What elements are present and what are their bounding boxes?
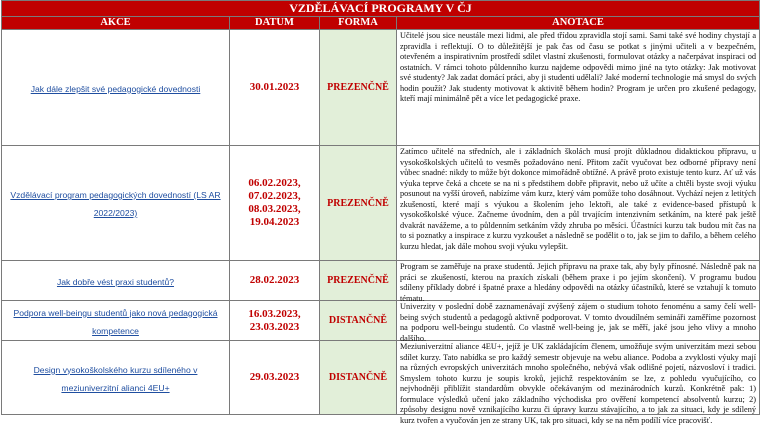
date-text: 23.03.2023 [249,320,300,333]
column-header-forma: FORMA [320,17,397,30]
anotace-text: Univerzity v poslední době zaznamenávají zvýšený zájem o studium tohoto fenoménu a samy čelí well-being svých studentů a pedagogů aktivně podporovat. V tomto dvoudílném semináři zaměříme pozornost na podporu well-beingu studentů. Co vlastně well-being je, jak se měří, jaké jsou jeho vlivy a mnoho dalšího. [400,302,757,343]
forma-cell: PREZENČNĚ [320,146,397,261]
table-row [2,146,760,261]
anotace-text: Program se zaměřuje na praxe studentů. Jejich přípravu na praxe tak, aby byly přínosné. Následně pak na práci se zkušeností, kterou na praxích získali (během praxe i po jejím skončení). V programu budou sdíleny příklady dobré i špatné praxe a hledány odpovědi na otázky účastníků, které se vztahují k tomuto tématu. [400,262,757,303]
datum-cell [230,146,320,261]
table-row [2,261,760,301]
datum-cell [230,30,320,146]
table-title-row [2,1,760,17]
anotace-cell [397,261,760,301]
column-header-datum: DATUM [230,17,320,30]
programs-table [1,0,760,425]
program-link[interactable]: Vzdělávací program pedagogických dovedností (LS AR 2022/2023) [10,190,221,218]
column-header-anotace: ANOTACE [397,17,760,30]
anotace-text: Učitelé jsou sice neustále mezi lidmi, ale před třídou zpravidla stojí sami. Sami také své hodiny chystají a zpravidla i reflektují. O to důležitější je pak čas od času se potkat s jinými učiteli a v bezpečném, otevřeném a inspirativním prostředí sdílet vlastní zkušenosti, formulovat otázky a načerpávat inspiraci od ostatních. V rámci tohoto půldenního kurzu najdeme odpovědi mimo jiné na tyto otázky: Jak motivovat své studenty? Jak zadat domácí práci, aby ji studenti udělali? Jaké moderní technologie má smysl do svých hodin použít? Jak studenty motivovat k aktivitě během hodin? Program je určen pro zkušené pedagogy, kteří mají minimálně pět a více let pedagogické praxe. [400,31,757,103]
date-text: 07.02.2023, [248,190,301,202]
forma-cell: DISTANČNĚ [320,341,397,415]
programs-table-wrapper [1,0,759,425]
anotace-cell [397,30,760,146]
anotace-cell [397,301,760,341]
table-row [2,301,760,341]
datum-cell [230,341,320,415]
akce-cell [2,30,230,146]
datum-cell [230,301,320,341]
date-text: 06.02.2023, [248,177,301,189]
table-title: VZDĚLÁVACÍ PROGRAMY V ČJ [2,1,760,17]
table-row [2,341,760,415]
date-text: 19.04.2023 [249,216,300,228]
date-text: 16.03.2023, [248,307,301,320]
program-link[interactable]: Jak dobře vést praxi studentů? [56,276,175,287]
forma-cell: PREZENČNĚ [320,261,397,301]
anotace-text: Meziuniverzitní aliance 4EU+, jejíž je UK zakládajícím členem, umožňuje svým univerzitám mezi sebou sdílet kurzy. Tato nabídka se pro každý semestr objevuje na webu aliance. Podoba a zvyklosti výuky mají na různých evropských univerzitách mnoho společného, nebývá však odlišné pojetí, názvosloví i tradici. Smyslem tohoto kurzu je soupis kroků, jejichž respektováním se lze, z pohledu vyučujícího, co nejvhodněji přiblížit standardům obvykle očekávaným od mezinárodních kurzů. Konkrétně pak: 1) formulace výsledků učení jako základního východiska pro ověření kompetencí absolventů kurzu; 2) způsoby designu nově vznikajícího kurzu či úpravy kurzu stávajícího, a to jak za situaci, kdy je sdílený kurz tvořen a vyučován jen ze strany UK, tak pro situaci, kdy se na něm podílí více pracovišť. [400,342,757,425]
program-link[interactable]: Design vysokoškolského kurzu sdíleného v meziuniverzitní alianci 4EU+ [33,364,198,393]
program-link[interactable]: Podpora well-beingu studentů jako nová pedagogická kompetence [13,307,218,336]
date-text: 30.01.2023 [249,81,300,93]
datum-cell [230,261,320,301]
table-row [2,30,760,146]
akce-cell [2,146,230,261]
anotace-cell [397,341,760,425]
forma-cell: PREZENČNĚ [320,30,397,146]
header-row [2,17,760,30]
anotace-cell [397,146,760,261]
akce-cell [2,261,230,301]
date-text: 28.02.2023 [249,274,300,286]
program-link[interactable]: Jak dále zlepšit své pedagogické dovednosti [30,83,201,94]
anotace-text: Zatímco učitelé na středních, ale i základních školách musí projít důkladnou didaktickou přípravu, u vysokoškolských učitelů to vesměs požadováno není. Přitom začít vyučovat bez odborné přípravy není vůbec snadné: nikdy to může být dokonce mimořádně obtížné. A právě proto existuje tento kurz. Ať už vás výuka teprve čeká a chcete se na ni s předstihem dobře připravit, nebo už učíte a chtěli byste svoji výuku posunout na vyšší úroveň, nabízíme vám kurz, který vám pomůže toho dosáhnout. Vychází nejen z letitých zkušeností, které mají s výukou a školením jeho lektoři, ale také z evidence-based přístupů k vysokoškolské výuce. Začneme úvodním, den a půl trvajícím intenzivním setkáním, na které pak ještě dvakrát navážeme, a to půldenním setkáním vždy zhruba po měsíci. Účastníci kurzu tak budou mít čas na to si poznatky a inspirace z kurzu vyzkoušet a následně se podělit o to, jak se jim to dařilo, a během celého kurzu hledat, jak dále mohou svoji výuku vylepšit. [400,147,757,251]
column-header-akce: AKCE [2,17,230,30]
date-text: 29.03.2023 [249,371,300,383]
akce-cell [2,341,230,415]
date-text: 08.03.2023, [248,203,301,215]
forma-cell: DISTANČNĚ [320,301,397,341]
akce-cell [2,301,230,341]
